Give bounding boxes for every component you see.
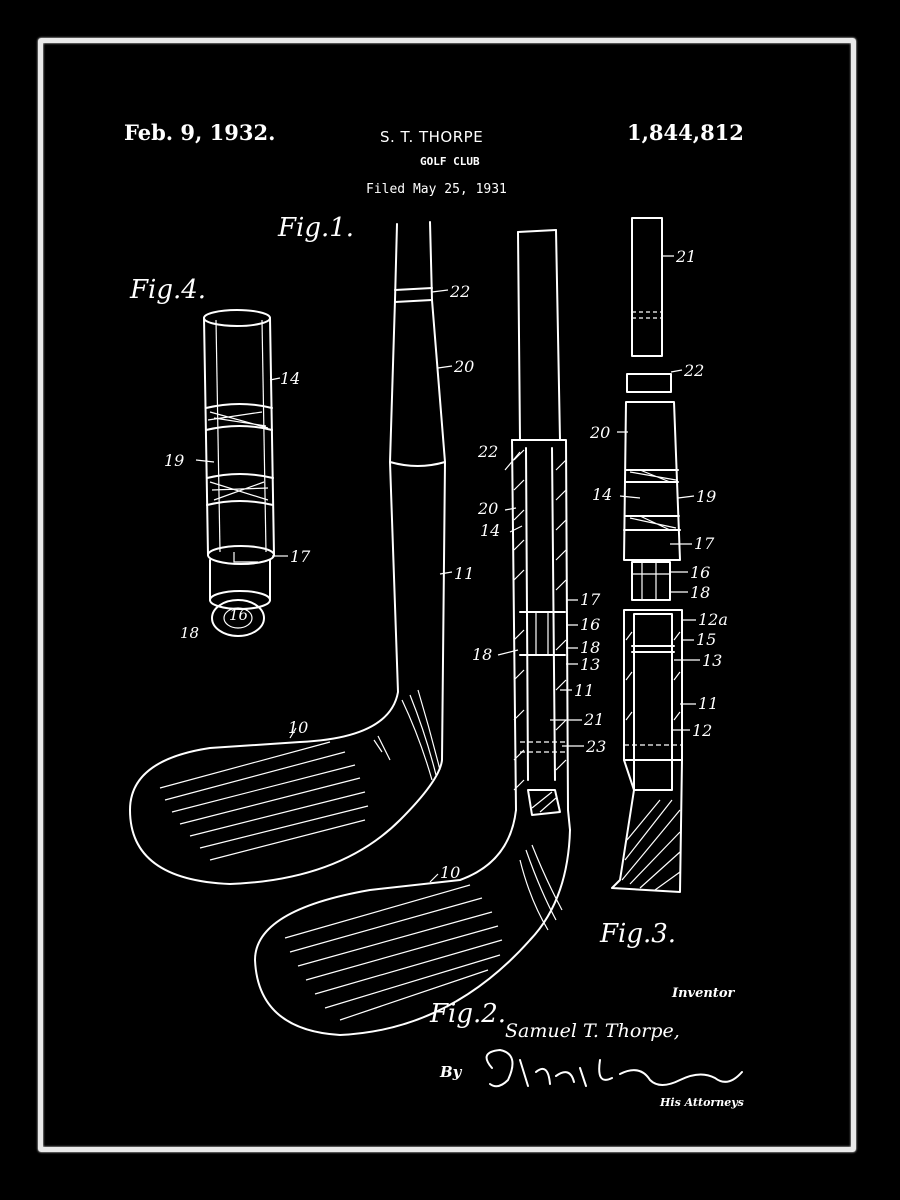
- ref-20-fig1: 20: [454, 357, 475, 376]
- ref-12a-fig3: 12a: [698, 610, 728, 629]
- ref-21-fig2: 21: [584, 710, 605, 729]
- ref-22-fig3: 22: [684, 361, 705, 380]
- ref-11-fig2: 11: [574, 681, 595, 700]
- ref-17-fig2: 17: [580, 590, 601, 609]
- attorneys-label: His Attorneys: [660, 1096, 744, 1109]
- ref-13-fig3: 13: [702, 651, 723, 670]
- filed-date: Filed May 25, 1931: [366, 182, 507, 197]
- patent-title: GOLF CLUB: [420, 155, 480, 168]
- ref-12-fig3: 12: [692, 721, 713, 740]
- ref-19-fig4: 19: [164, 451, 185, 470]
- fig1-club-drawing: [130, 222, 445, 884]
- fig3-label: Fig.3.: [600, 919, 677, 949]
- ref-22-fig1: 22: [450, 282, 471, 301]
- fig4-label: Fig.4.: [130, 275, 207, 305]
- ref-14-fig4: 14: [280, 369, 301, 388]
- attorney-signature-mark: [487, 1050, 742, 1086]
- ref-17-fig4: 17: [290, 547, 311, 566]
- ref-20-fig2: 20: [478, 499, 499, 518]
- ref-20-fig3: 20: [590, 423, 611, 442]
- leader-lines: [196, 256, 700, 882]
- patent-number: 1,844,812: [627, 120, 744, 145]
- ref-22-fig2: 22: [478, 442, 499, 461]
- ref-15-fig3: 15: [696, 630, 717, 649]
- ref-23-fig2: 23: [586, 737, 607, 756]
- inventor-signature: Samuel T. Thorpe,: [505, 1020, 680, 1042]
- ref-13-fig2: 13: [580, 655, 601, 674]
- ref-10-fig2: 10: [440, 863, 461, 882]
- ref-18-fig2-right: 18: [580, 638, 601, 657]
- ref-18-fig2-left: 18: [472, 645, 493, 664]
- ref-14-fig3: 14: [592, 485, 613, 504]
- ref-18-fig3: 18: [690, 583, 711, 602]
- fig2-label: Fig.2.: [430, 999, 507, 1029]
- fig4-grip-drawing: [204, 310, 274, 636]
- ref-10-fig1: 10: [288, 718, 309, 737]
- fig3-exploded-drawing: [612, 218, 682, 892]
- inventor-heading: S. T. THORPE: [380, 128, 484, 146]
- ref-14-fig2: 14: [480, 521, 501, 540]
- fig1-label: Fig.1.: [278, 213, 355, 243]
- ref-19-fig3: 19: [696, 487, 717, 506]
- inventor-label: Inventor: [672, 986, 735, 1001]
- ref-11-fig1: 11: [454, 564, 475, 583]
- by-label: By: [440, 1063, 462, 1081]
- ref-18-fig4: 18: [180, 624, 200, 642]
- patent-date: Feb. 9, 1932.: [124, 120, 276, 145]
- fig2-club-drawing: [255, 230, 570, 1035]
- ref-16-fig2: 16: [580, 615, 601, 634]
- ref-16-fig3: 16: [690, 563, 711, 582]
- ref-21-fig3: 21: [676, 247, 697, 266]
- ref-11-fig3: 11: [698, 694, 719, 713]
- ref-16-fig4: 16: [229, 606, 249, 624]
- ref-17-fig3: 17: [694, 534, 715, 553]
